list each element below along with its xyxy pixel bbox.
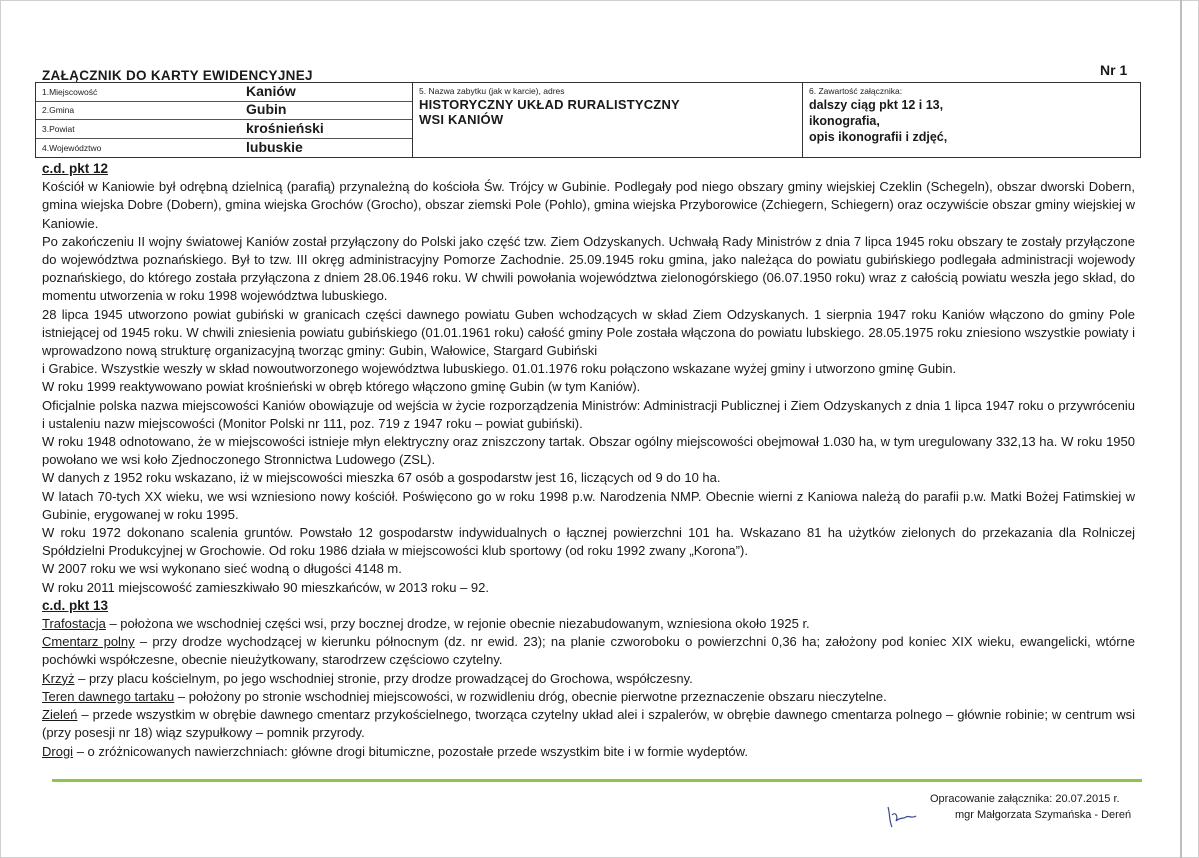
monument-name-line: WSI KANIÓW: [419, 112, 504, 127]
feature-term: Krzyż: [42, 670, 75, 686]
handwritten-signature: [884, 803, 920, 833]
contents-line: ikonografia,: [809, 114, 880, 128]
field-label: 2.Gmina: [42, 105, 75, 115]
field-value: krośnieński: [246, 120, 324, 136]
paragraph: W roku 1948 odnotowano, że w miejscowości istnieje młyn elektryczny oraz zniszczony tartak. Obszar ogólny miejscowości obejmował 1.030 ha, w tym uregulowany 332,13 ha. W roku 1950 powołano we wsi koło Zjednoczonego Stronnictwa Ludowego (ZSL).: [42, 434, 1135, 468]
feature-term: Cmentarz polny: [42, 634, 135, 650]
attachment-contents-label: 6. Zawartość załącznika:: [809, 86, 903, 96]
paragraph: Oficjalnie polska nazwa miejscowości Kaniów obowiązuje od wejścia w życie rozporządzenia Ministrów: Administracji Publicznej i Ziem Odzyskanych z dnia 1 lipca 1947 roku o przywróceniu i ustaleniu nazw miejscowości (Monitor Polski nr 111, poz. 719 z 1947 roku – powiat gubiński).: [42, 397, 1135, 431]
document-number: Nr 1: [1100, 62, 1128, 78]
contents-line: dalszy ciąg pkt 12 i 13,: [809, 98, 944, 112]
paragraph: Kościół w Kaniowie był odrębną dzielnicą (parafią) przynależną do kościoła Św. Trójcy w Gubinie. Podlegały pod niego obszary gminy wiejskiej Czeklin (Schegeln), obszar dworski Dobern, gmina wiejska Dobre (Dobern), gmina wiejska Grochów (Grocho), obszar ziemski Pole (Pohlo), gmina wiejska Przyborowice (Zchiegern, Schiegern) oraz oczywiście obszar gminy wiejskiej w Kaniowie.: [42, 179, 1135, 231]
paragraph: i Grabice. Wszystkie weszły w skład nowoutworzonego województwa lubuskiego. 01.01.1976 roku połączono wskazane wyżej gminy i utworzono gminę Gubin.: [42, 361, 957, 377]
section-12-heading: c.d. pkt 12: [42, 161, 109, 176]
author-name: mgr Małgorzata Szymańska - Dereń: [955, 809, 1132, 821]
paragraph: W danych z 1952 roku wskazano, iż w miejscowości mieszka 67 osób a gospodarstw jest 16, liczących od 9 do 10 ha.: [42, 470, 721, 486]
feature-text: – przy drodze wychodzącej w kierunku północnym (dz. nr ewid. 23); na planie czworoboku o powierzchni 0,36 ha; założony pod koniec XIX wieku, ewangelicki, wtórne pochówki współczesne, obecnie nieużytkowany, starodrzew częściowo czytelny.: [42, 634, 1135, 668]
paragraph: 28 lipca 1945 utworzono powiat gubiński w granicach części dawnego powiatu Guben wchodzących w skład Ziem Odzyskanych. 1 sierpnia 1947 roku Kaniów włączono do gminy Pole istniejącej od 1945 roku. W chwili zniesienia powiatu gubińskiego (01.01.1961 roku) całość gminy Pole została włączona do powiatu lubskiego. 28.05.1975 roku zniesiono wszystkie powiaty i wprowadzono nową strukturę organizacyjną tworząc gminy: Gubin, Wałowice, Stargard Gubiński: [42, 306, 1135, 359]
field-label: 4.Województwo: [42, 143, 102, 153]
footer-divider: [52, 779, 1142, 782]
feature-item: [42, 615, 1135, 633]
field-row-voivodeship: [36, 139, 412, 157]
field-row-commune: [36, 101, 412, 120]
field-row-district: [36, 120, 412, 139]
monument-name: [419, 97, 680, 127]
feature-item: [42, 743, 1135, 761]
feature-term: Drogi: [42, 743, 74, 759]
feature-text: – przy placu kościelnym, po jego wschodniej stronie, przy drodze prowadzącej do Grochowa, współczesny.: [74, 670, 693, 686]
paragraph: W roku 2011 miejscowość zamieszkiwało 90 mieszkańców, w 2013 roku – 92.: [42, 579, 490, 595]
feature-item: [42, 633, 1135, 669]
scan-edge: [1180, 0, 1182, 858]
feature-item: [42, 670, 1135, 688]
field-label: 3.Powiat: [42, 124, 75, 134]
header-table: [35, 82, 1141, 158]
document-title: ZAŁĄCZNIK DO KARTY EWIDENCYJNEJ: [42, 68, 313, 83]
feature-term: Zieleń: [42, 707, 78, 723]
contents-line: opis ikonografii i zdjęć,: [809, 130, 948, 144]
paragraph: W roku 1999 reaktywowano powiat krośnieński w obręb którego włączono gminę Gubin (w tym Kaniów).: [42, 379, 641, 395]
attachment-contents: [809, 97, 947, 145]
feature-text: – położony po stronie wschodniej miejscowości, w rozwidleniu dróg, obecnie pierwotne przeznaczenie obszaru nieczytelne.: [174, 688, 887, 704]
field-value: Kaniów: [246, 83, 296, 99]
field-value: Gubin: [246, 101, 287, 117]
feature-item: [42, 688, 1135, 706]
monument-name-label: 5. Nazwa zabytku (jak w karcie), adres: [419, 86, 565, 96]
feature-term: Trafostacja: [42, 616, 106, 632]
paragraph: Po zakończeniu II wojny światowej Kaniów został przyłączony do Polski jako część tzw. Ziem Odzyskanych. Uchwałą Rady Ministrów z dnia 7 lipca 1945 roku obszary te zostały przyłączone do województwa poznańskiego. Był to tzw. III okręg administracyjny Pomorze Zachodnie. 25.09.1945 roku gmina, jako należąca do powiatu gubińskiego podlegała administracji wojewody poznańskiego, do którego została przyłączona z dniem 28.06.1946 roku. W chwili powołania województwa zielonogórskiego (06.07.1950 roku) wraz z całością powiatu weszła jego skład, do momentu utworzenia w roku 1998 województwa lubuskiego.: [42, 233, 1135, 304]
feature-text: – przede wszystkim w obrębie dawnego cmentarz przykościelnego, tworząca czytelny układ alei i szpalerów, w obrębie dawnego cmentarza polnego – głównie robinie; w centrum wsi (przy posesji nr 18) wiąz szypułkowy – pomnik przyrody.: [42, 707, 1135, 741]
feature-term: Teren dawnego tartaku: [42, 688, 175, 704]
field-row-locality: [36, 83, 412, 102]
field-label: 1.Miejscowość: [42, 87, 98, 97]
prepared-date: Opracowanie załącznika: 20.07.2015 r.: [930, 793, 1120, 805]
monument-name-cell: [412, 83, 803, 157]
field-value: lubuskie: [246, 139, 303, 155]
feature-text: – położona we wschodniej części wsi, przy bocznej drodze, w rejonie obecnie niezabudowanym, wzniesiona około 1925 r.: [105, 616, 810, 632]
feature-item: [42, 706, 1135, 742]
attachment-contents-cell: [802, 83, 1141, 157]
document-body: [42, 160, 1135, 761]
feature-text: – o zróżnicowanych nawierzchniach: główne drogi bitumiczne, pozostałe przede wszystkim bite i w formie wydeptów.: [73, 743, 748, 759]
paragraph: W 2007 roku we wsi wykonano sieć wodną o długości 4148 m.: [42, 561, 402, 577]
monument-name-line: HISTORYCZNY UKŁAD RURALISTYCZNY: [419, 97, 680, 112]
location-fields: [36, 83, 412, 157]
paragraph: W roku 1972 dokonano scalenia gruntów. Powstało 12 gospodarstw indywidualnych o łącznej powierzchni 101 ha. Wskazano 81 ha użytków zielonych do przekazania dla Rolniczej Spółdzielni Produkcyjnej w Grochowie. Od roku 1986 działa w miejscowości klub sportowy (od roku 1992 zwany „Korona”).: [42, 525, 1135, 559]
paragraph: W latach 70-tych XX wieku, we wsi wzniesiono nowy kościół. Poświęcono go w roku 1998 p.w. Narodzenia NMP. Obecnie wierni z Kaniowa należą do parafii p.w. Matki Bożej Fatimskiej w Gubinie, erygowanej w roku 1995.: [42, 488, 1135, 522]
section-13-heading: c.d. pkt 13: [42, 597, 109, 613]
